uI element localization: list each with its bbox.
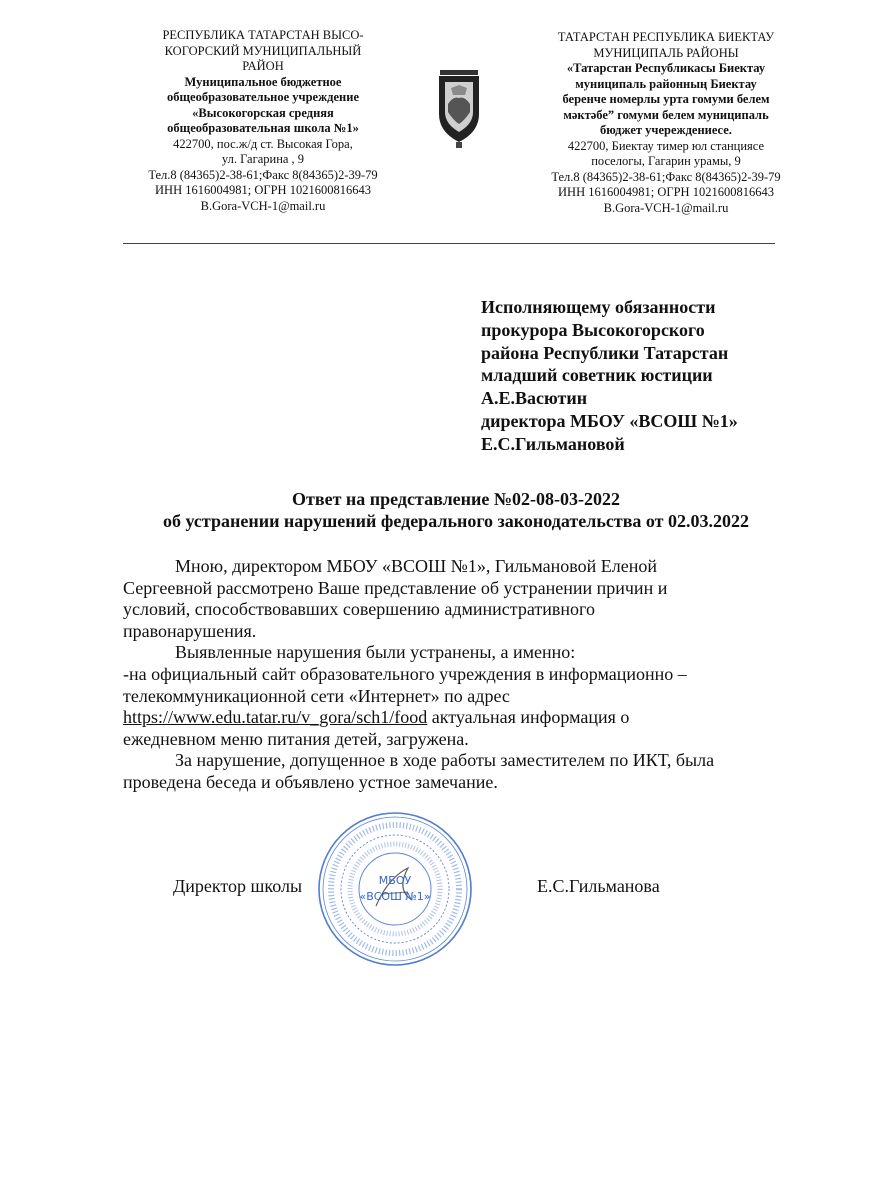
addressee-line: Е.С.Гильмановой — [481, 433, 625, 454]
header-right-bold-1: «Татарстан Республикасы Биектау — [566, 61, 766, 75]
header-right-phone: Тел.8 (84365)2-38-61;Факс 8(84365)2-39-79 — [551, 169, 781, 184]
body-line: правонарушения. — [123, 620, 257, 641]
header-right-ids: ИНН 1616004981; ОГРН 1021600816643 — [558, 185, 774, 199]
header-right-bold-4: мәктәбе” гомуми белем муниципаль — [563, 107, 769, 122]
body-line: проведена беседа и объявлено устное замечание. — [123, 771, 498, 792]
header-left-block — [128, 28, 398, 214]
signer-role: Директор школы — [173, 876, 303, 896]
signer-name: Е.С.Гильманова — [537, 876, 660, 896]
header-left-address-1: 422700, пос.ж/д ст. Высокая Гора, — [173, 136, 353, 151]
header-right-plain-1: ТАТАРСТАН РЕСПУБЛИКА БИЕКТАУ — [557, 30, 775, 44]
food-menu-link[interactable]: https://www.edu.tatar.ru/v_gora/sch1/food — [123, 707, 428, 728]
body-line: Выявленные нарушения были устранены, а именно: — [175, 642, 576, 663]
header-left-ids: ИНН 1616004981; ОГРН 1021600816643 — [155, 183, 371, 197]
body-line: Сергеевной рассмотрено Ваше представление об устранении причин и — [123, 577, 668, 598]
header-right-bold-3: беренче номерлы урта гомуми белем — [562, 92, 770, 106]
header-right-address-1: 422700, Биектау тимер юл станциясе — [567, 138, 765, 153]
header-right-email: B.Gora-VCH-1@mail.ru — [603, 200, 729, 215]
addressee-line: района Республики Татарстан — [481, 342, 729, 363]
header-right-block — [528, 30, 804, 216]
coat-of-arms-icon — [436, 68, 482, 150]
header-right-address-2: поселогы, Гагарин урамы, 9 — [591, 154, 741, 168]
addressee-line: Исполняющему обязанности — [481, 297, 716, 317]
title-line-1: Ответ на представление №02-08-03-2022 — [292, 489, 620, 509]
url-tail-text: актуальная информация о — [427, 707, 630, 728]
header-right-bold-5: бюджет учереждениесе. — [600, 123, 732, 137]
addressee-block — [481, 296, 841, 456]
body-line-with-url — [123, 707, 843, 729]
body-line: -на официальный сайт образовательного учреждения в информационно – — [123, 663, 687, 684]
addressee-line: А.Е.Васютин — [481, 388, 588, 409]
header-left-address-2: ул. Гагарина , 9 — [221, 152, 305, 166]
header-left-plain-2: КОГОРСКИЙ МУНИЦИПАЛЬНЫЙ — [164, 43, 362, 58]
school-seal-stamp — [316, 808, 474, 970]
body-line: За нарушение, допущенное в ходе работы заместителем по ИКТ, была — [175, 750, 715, 771]
document-body — [123, 556, 843, 794]
addressee-line: младший советник юстиции — [481, 365, 713, 386]
addressee-line: прокурора Высокогорского — [481, 319, 705, 340]
header-right-plain-2: МУНИЦИПАЛЬ РАЙОНЫ — [593, 45, 739, 60]
addressee-line: директора МБОУ «ВСОШ №1» — [481, 410, 738, 431]
header-left-phone: Тел.8 (84365)2-38-61;Факс 8(84365)2-39-79 — [148, 167, 378, 182]
header-left-bold-3: «Высокогорская средняя — [192, 105, 334, 120]
body-line: Мною, директором МБОУ «ВСОШ №1», Гильмановой Еленой — [175, 556, 658, 576]
header-divider — [123, 243, 775, 244]
header-left-plain-1: РЕСПУБЛИКА ТАТАРСТАН ВЫСО- — [162, 28, 364, 42]
body-line: ежедневном меню питания детей, загружена. — [123, 728, 469, 749]
header-left-bold-2: общеобразовательное учреждение — [167, 90, 359, 104]
header-left-bold-4: общеобразовательная школа №1» — [167, 121, 359, 135]
header-left-bold-1: Муниципальное бюджетное — [184, 74, 342, 89]
seal-graphic — [319, 813, 471, 965]
seal-text-1: МБОУ — [378, 874, 412, 887]
document-title — [60, 488, 852, 532]
title-line-2: об устранении нарушений федерального законодательства от 02.03.2022 — [162, 511, 750, 531]
header-left-plain-3: РАЙОН — [242, 59, 284, 73]
header-right-bold-2: муниципаль районның Биектау — [575, 76, 757, 91]
header-left-email: B.Gora-VCH-1@mail.ru — [200, 198, 326, 213]
seal-text-2: «ВСОШ №1» — [359, 890, 431, 903]
body-line: телекоммуникационной сети «Интернет» по адрес — [123, 685, 510, 706]
body-line: условий, способствовавших совершению административного — [123, 599, 595, 620]
